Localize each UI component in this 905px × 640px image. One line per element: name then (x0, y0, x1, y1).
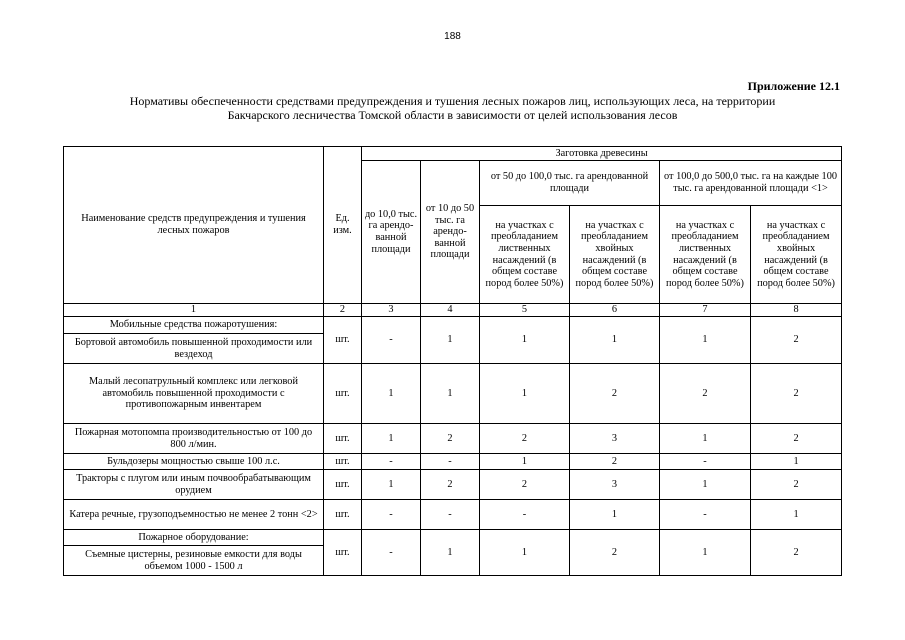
unit-cell: шт. (324, 364, 362, 424)
header-col-5: на участках с преобладанием лиственных насаждений (в общем составе пород более 50%) (480, 206, 570, 304)
value-cell: 1 (421, 530, 480, 576)
value-cell: 2 (570, 364, 660, 424)
value-cell: 1 (660, 470, 751, 500)
title-line-1: Нормативы обеспеченности средствами предупреждения и тушения лесных пожаров лиц, использующих леса, на территории (129, 94, 776, 108)
value-cell: 2 (751, 317, 842, 364)
col-number: 8 (751, 304, 842, 317)
value-cell: - (421, 454, 480, 470)
column-numbers-row (64, 304, 842, 317)
row-name: Бульдозеры мощностью свыше 100 л.с. (64, 454, 324, 470)
value-cell: 1 (362, 364, 421, 424)
col-number: 2 (324, 304, 362, 317)
table-row (64, 454, 842, 470)
appendix-label: Приложение 12.1 (747, 79, 840, 93)
value-cell: - (660, 500, 751, 530)
table-row (64, 424, 842, 454)
section-mobile: Мобильные средства пожаротушения: (64, 317, 324, 334)
section-equipment: Пожарное оборудование: (64, 530, 324, 546)
value-cell: 1 (421, 364, 480, 424)
value-cell: 1 (570, 317, 660, 364)
header-col-4: от 10 до 50 тыс. га арендо-ванной площади (421, 161, 480, 304)
value-cell: - (362, 530, 421, 576)
header-group-100-500: от 100,0 до 500,0 тыс. га на каждые 100 тыс. га арендованной площади <1> (660, 161, 842, 206)
col-number: 1 (64, 304, 324, 317)
value-cell: 1 (480, 454, 570, 470)
value-cell: - (480, 500, 570, 530)
value-cell: 1 (362, 470, 421, 500)
value-cell: 3 (570, 470, 660, 500)
page-number: 188 (444, 31, 461, 42)
unit-cell: шт. (324, 470, 362, 500)
section-row (64, 530, 842, 546)
value-cell: 2 (751, 470, 842, 500)
value-cell: 2 (421, 470, 480, 500)
header-col-7: на участках с преобладанием лиственных насаждений (в общем составе пород более 50%) (660, 206, 751, 304)
value-cell: 2 (480, 470, 570, 500)
table-row (64, 500, 842, 530)
row-name: Бортовой автомобиль повышенной проходимости или вездеход (64, 334, 324, 364)
col-number: 6 (570, 304, 660, 317)
col-number: 4 (421, 304, 480, 317)
header-group-timber: Заготовка древесины (362, 147, 842, 161)
row-name: Съемные цистерны, резиновые емкости для воды объемом 1000 - 1500 л (64, 546, 324, 576)
unit-cell: шт. (324, 454, 362, 470)
value-cell: 1 (362, 424, 421, 454)
value-cell: 2 (660, 364, 751, 424)
value-cell: 2 (751, 530, 842, 576)
value-cell: 1 (660, 530, 751, 576)
value-cell: 1 (570, 500, 660, 530)
table-row (64, 364, 842, 424)
value-cell: 2 (570, 454, 660, 470)
value-cell: 1 (751, 454, 842, 470)
value-cell: 3 (570, 424, 660, 454)
document-title (60, 94, 845, 122)
value-cell: 1 (660, 424, 751, 454)
col-number: 7 (660, 304, 751, 317)
title-line-2: Бакчарского лесничества Томской области в зависимости от целей использования лесов (227, 108, 678, 122)
value-cell: 2 (480, 424, 570, 454)
value-cell: 2 (751, 364, 842, 424)
col-number: 3 (362, 304, 421, 317)
section-row (64, 317, 842, 334)
value-cell: 2 (570, 530, 660, 576)
header-col-8: на участках с преобладанием хвойных насаждений (в общем составе пород более 50%) (751, 206, 842, 304)
row-name: Тракторы с плугом или иным почвообрабатывающим орудием (64, 470, 324, 500)
value-cell: - (660, 454, 751, 470)
unit-cell: шт. (324, 500, 362, 530)
row-name: Малый лесопатрульный комплекс или легковой автомобиль повышенной проходимости с противопожарным инвентарем (64, 364, 324, 424)
row-name: Пожарная мотопомпа производительностью от 100 до 800 л/мин. (64, 424, 324, 454)
value-cell: - (421, 500, 480, 530)
header-unit: Ед. изм. (324, 147, 362, 304)
value-cell: 2 (421, 424, 480, 454)
norms-table (63, 146, 842, 576)
value-cell: 1 (480, 364, 570, 424)
unit-cell: шт. (324, 317, 362, 364)
value-cell: 1 (421, 317, 480, 364)
header-group-50-100: от 50 до 100,0 тыс. га арендованной площади (480, 161, 660, 206)
table-row (64, 470, 842, 500)
header-col-6: на участках с преобладанием хвойных насаждений (в общем составе пород более 50%) (570, 206, 660, 304)
value-cell: - (362, 500, 421, 530)
unit-cell: шт. (324, 530, 362, 576)
value-cell: 1 (480, 530, 570, 576)
value-cell: - (362, 317, 421, 364)
value-cell: 1 (480, 317, 570, 364)
value-cell: 1 (751, 500, 842, 530)
value-cell: 2 (751, 424, 842, 454)
header-col-3: до 10,0 тыс. га арендо-ванной площади (362, 161, 421, 304)
value-cell: - (362, 454, 421, 470)
unit-cell: шт. (324, 424, 362, 454)
col-number: 5 (480, 304, 570, 317)
row-name: Катера речные, грузоподъемностью не менее 2 тонн <2> (64, 500, 324, 530)
header-name: Наименование средств предупреждения и тушения лесных пожаров (64, 147, 324, 304)
value-cell: 1 (660, 317, 751, 364)
